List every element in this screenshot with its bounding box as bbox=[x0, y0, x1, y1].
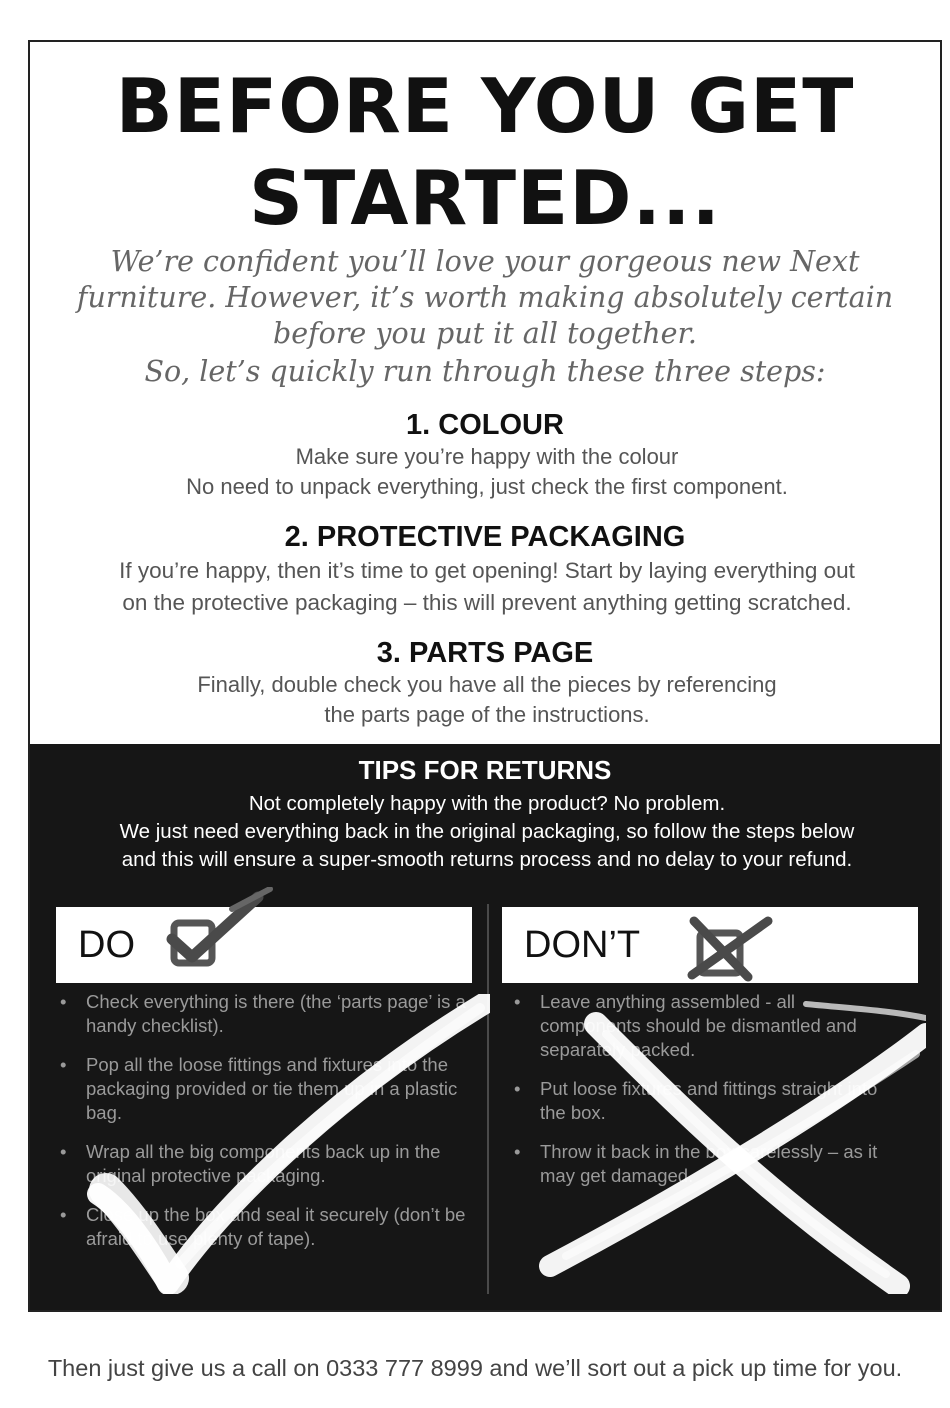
dont-header bbox=[502, 907, 918, 983]
do-list bbox=[56, 990, 476, 1266]
dont-list bbox=[510, 990, 900, 1203]
returns-line-3: and this will ensure a super-smooth returns process and no delay to your refund. bbox=[121, 848, 853, 871]
returns-line-1: Not completely happy with the product? No problem. bbox=[248, 792, 726, 815]
returns-line-2: We just need everything back in the original packaging, so follow the steps below bbox=[119, 820, 855, 843]
do-item: • Check everything is there (the ‘parts page’ is a handy checklist). bbox=[56, 990, 476, 1038]
do-item: • Pop all the loose fittings and fixtures into the packaging provided or tie them up in a plastic bag. bbox=[56, 1053, 476, 1125]
returns-text bbox=[50, 818, 924, 874]
title-line-1: BEFORE YOU GET bbox=[115, 62, 855, 150]
dont-item: • Put loose fixtures and fittings straight into the box. bbox=[510, 1077, 900, 1125]
footer-note: Then just give us a call on 0333 777 8999 and we’ll sort out a pick up time for you. bbox=[47, 1355, 903, 1381]
step-2-text bbox=[40, 555, 934, 619]
returns-title: TIPS FOR RETURNS bbox=[358, 755, 612, 785]
do-header bbox=[56, 907, 472, 983]
step-1-line-2: No need to unpack everything, just check the first component. bbox=[186, 474, 788, 499]
step-1-line-1: Make sure you’re happy with the colour bbox=[295, 444, 679, 469]
intro-line-1: We’re confident you’ll love your gorgeous new Next bbox=[110, 245, 860, 278]
step-3-heading: 3. PARTS PAGE bbox=[376, 637, 594, 669]
checkbox-tick-icon bbox=[158, 887, 278, 987]
step-2-heading: 2. PROTECTIVE PACKAGING bbox=[284, 521, 686, 553]
step-1-heading: 1. COLOUR bbox=[406, 409, 564, 441]
do-item: • Close up the box and seal it securely (don’t be afraid to use plenty of tape). bbox=[56, 1203, 476, 1251]
intro-line-3: before you put it all together. bbox=[272, 317, 697, 350]
checkbox-cross-icon bbox=[686, 913, 776, 985]
column-divider bbox=[487, 904, 489, 1294]
intro-paragraph bbox=[50, 244, 920, 352]
intro-line-2: furniture. However, it’s worth making absolutely certain bbox=[76, 281, 894, 314]
do-item: • Wrap all the big components back up in the original protective packaging. bbox=[56, 1140, 476, 1188]
returns-panel bbox=[30, 744, 940, 1312]
page-title bbox=[30, 60, 940, 244]
step-2-line-2: on the protective packaging – this will prevent anything getting scratched. bbox=[122, 590, 852, 615]
step-2-line-1: If you’re happy, then it’s time to get opening! Start by laying everything out bbox=[119, 558, 855, 583]
steps-intro: So, let’s quickly run through these three steps: bbox=[144, 355, 826, 388]
step-3-text bbox=[40, 670, 934, 730]
page-frame bbox=[28, 40, 942, 1312]
do-label: DO bbox=[78, 924, 135, 966]
dont-item: • Leave anything assembled - all components should be dismantled and separately packed. bbox=[510, 990, 900, 1062]
title-line-2: STARTED... bbox=[249, 154, 721, 242]
dont-label: DON’T bbox=[524, 924, 641, 966]
step-3-line-2: the parts page of the instructions. bbox=[324, 702, 650, 727]
step-1-text bbox=[40, 442, 934, 502]
step-3-line-1: Finally, double check you have all the pieces by referencing bbox=[197, 672, 777, 697]
dont-item: • Throw it back in the box carelessly – as it may get damaged. bbox=[510, 1140, 900, 1188]
